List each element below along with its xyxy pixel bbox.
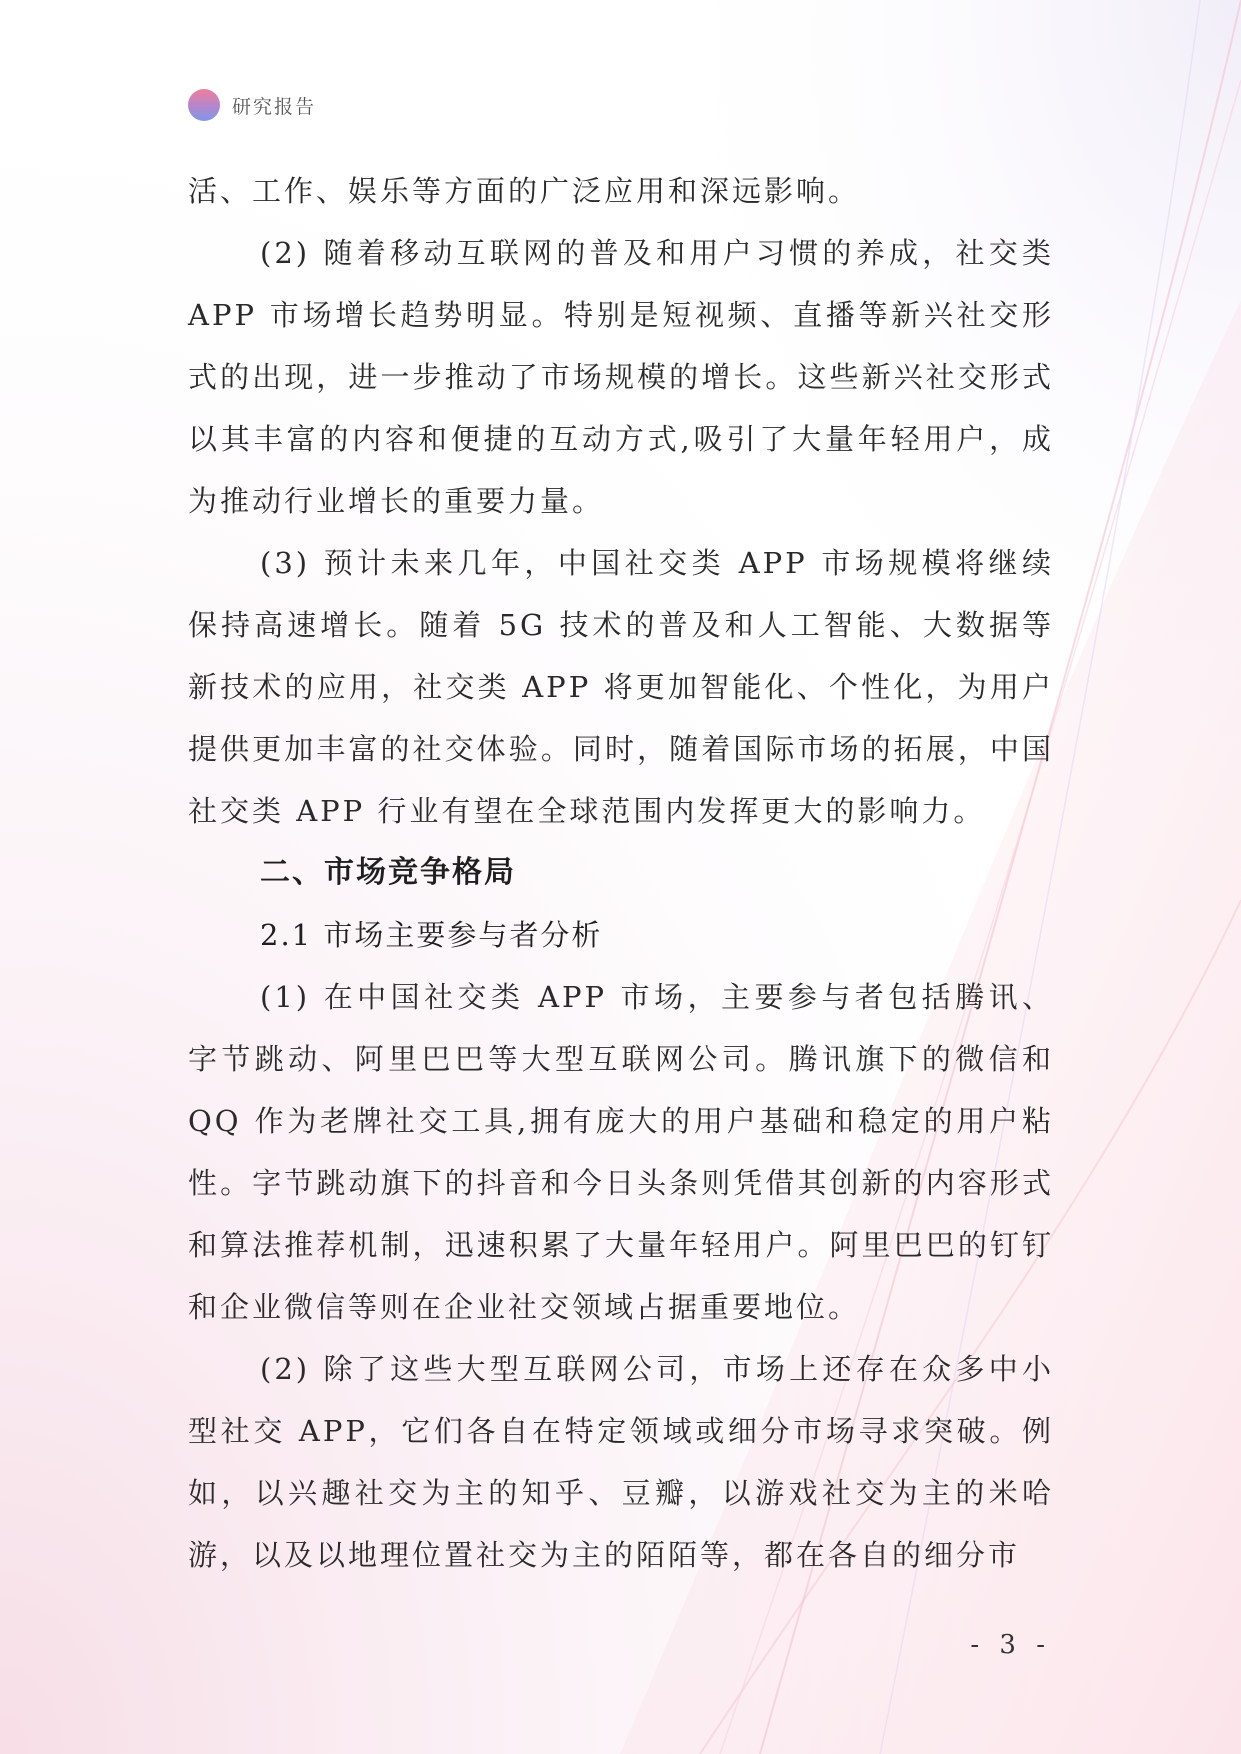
paragraph-continuation: 活、工作、娱乐等方面的广泛应用和深远影响。 xyxy=(188,174,861,208)
paragraph-main-players-2: (2) 除了这些大型互联网公司，市场上还存在众多中小型社交 APP，它们各自在特定领域或细分市场寻求突破。例如，以兴趣社交为主的知乎、豆瓣，以游戏社交为主的米哈游，以及以地理位置社交为主的陌陌等，都在各自的细分市 xyxy=(188,1352,1054,1572)
document-body xyxy=(188,160,1054,1586)
paragraph-market-growth-2: (2) 随着移动互联网的普及和用户习惯的养成，社交类APP 市场增长趋势明显。特别是短视频、直播等新兴社交形式的出现，进一步推动了市场规模的增长。这些新兴社交形式以其丰富的内容和便捷的互动方式,吸引了大量年轻用户，成为推动行业增长的重要力量。 xyxy=(188,236,1054,518)
page-number: - 3 - xyxy=(970,1630,1051,1660)
section-heading: 二、市场竞争格局 xyxy=(260,855,516,890)
paragraph-market-growth-3: (3) 预计未来几年，中国社交类 APP 市场规模将继续保持高速增长。随着 5G 技术的普及和人工智能、大数据等新技术的应用，社交类 APP 将更加智能化、个性化，为用户提供更加丰富的社交体验。同时，随着国际市场的拓展，中国社交类 APP 行业有望在全球范围内发挥更大的影响力。 xyxy=(188,546,1054,828)
paragraph-main-players-1: (1) 在中国社交类 APP 市场，主要参与者包括腾讯、字节跳动、阿里巴巴等大型互联网公司。腾讯旗下的微信和 QQ 作为老牌社交工具,拥有庞大的用户基础和稳定的用户粘性。字节跳动旗下的抖音和今日头条则凭借其创新的内容形式和算法推荐机制，迅速积累了大量年轻用户。阿里巴巴的钉钉和企业微信等则在企业社交领域占据重要地位。 xyxy=(188,980,1054,1324)
report-header xyxy=(188,88,316,122)
header-title: 研究报告 xyxy=(232,95,317,118)
subsection-heading: 2.1 市场主要参与者分析 xyxy=(260,918,603,952)
report-logo-icon xyxy=(188,89,220,121)
